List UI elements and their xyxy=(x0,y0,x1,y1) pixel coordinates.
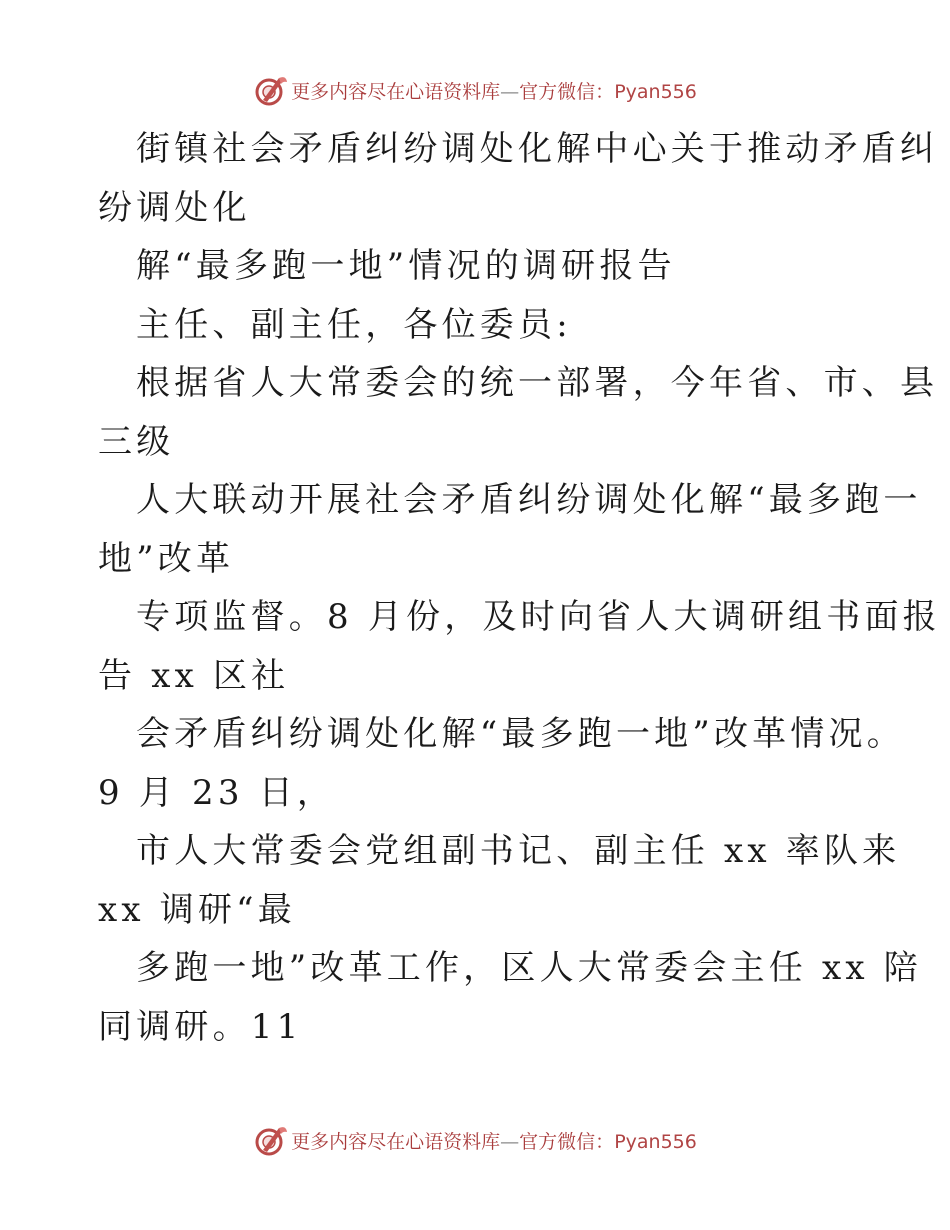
watermark-dash: — xyxy=(500,1130,520,1153)
body-line: 主任、副主任，各位委员: xyxy=(136,304,572,345)
feather-pen-logo-icon xyxy=(253,1122,289,1158)
feather-pen-logo-icon xyxy=(253,72,289,108)
footer-watermark xyxy=(0,1120,950,1160)
body-line: 解“最多跑一地”情况的调研报告 xyxy=(136,246,676,286)
document-body xyxy=(98,120,941,1056)
body-line: 根据省人大常委会的统一部署，今年省、市、县 xyxy=(136,363,939,403)
body-line: 街镇社会矛盾纠纷调处化解中心关于推动矛盾纠 xyxy=(136,129,939,169)
body-line: 9 月 23 日， xyxy=(98,772,336,813)
watermark-label: 官方微信： xyxy=(519,1130,615,1153)
body-line: 市人大常委会党组副书记、副主任 xx 率队来 xyxy=(136,831,901,871)
watermark-site: 更多内容尽在心语资料库 xyxy=(291,1130,501,1153)
header-watermark xyxy=(0,70,950,110)
body-line: 地”改革 xyxy=(98,538,235,579)
body-line: xx 调研“最 xyxy=(98,889,296,930)
body-line: 会矛盾纠纷调处化解“最多跑一地”改革情况。 xyxy=(136,714,905,754)
body-line: 同调研。11 xyxy=(98,1006,303,1047)
watermark-contact: Pyan556 xyxy=(614,80,697,103)
watermark-text xyxy=(291,1127,697,1154)
body-line: 人大联动开展社会矛盾纠纷调处化解“最多跑一 xyxy=(136,480,922,520)
body-line: 多跑一地”改革工作，区人大常委会主任 xx 陪 xyxy=(136,948,922,988)
body-line: 专项监督。8 月份，及时向省人大调研组书面报 xyxy=(136,597,941,637)
watermark-dash: — xyxy=(500,80,520,103)
watermark-label: 官方微信： xyxy=(519,80,615,103)
body-line: 纷调处化 xyxy=(98,187,251,228)
watermark-contact: Pyan556 xyxy=(614,1130,697,1153)
body-line: 三级 xyxy=(98,421,175,462)
watermark-site: 更多内容尽在心语资料库 xyxy=(291,80,501,103)
watermark-text xyxy=(291,77,697,104)
body-line: 告 xx 区社 xyxy=(98,655,290,696)
